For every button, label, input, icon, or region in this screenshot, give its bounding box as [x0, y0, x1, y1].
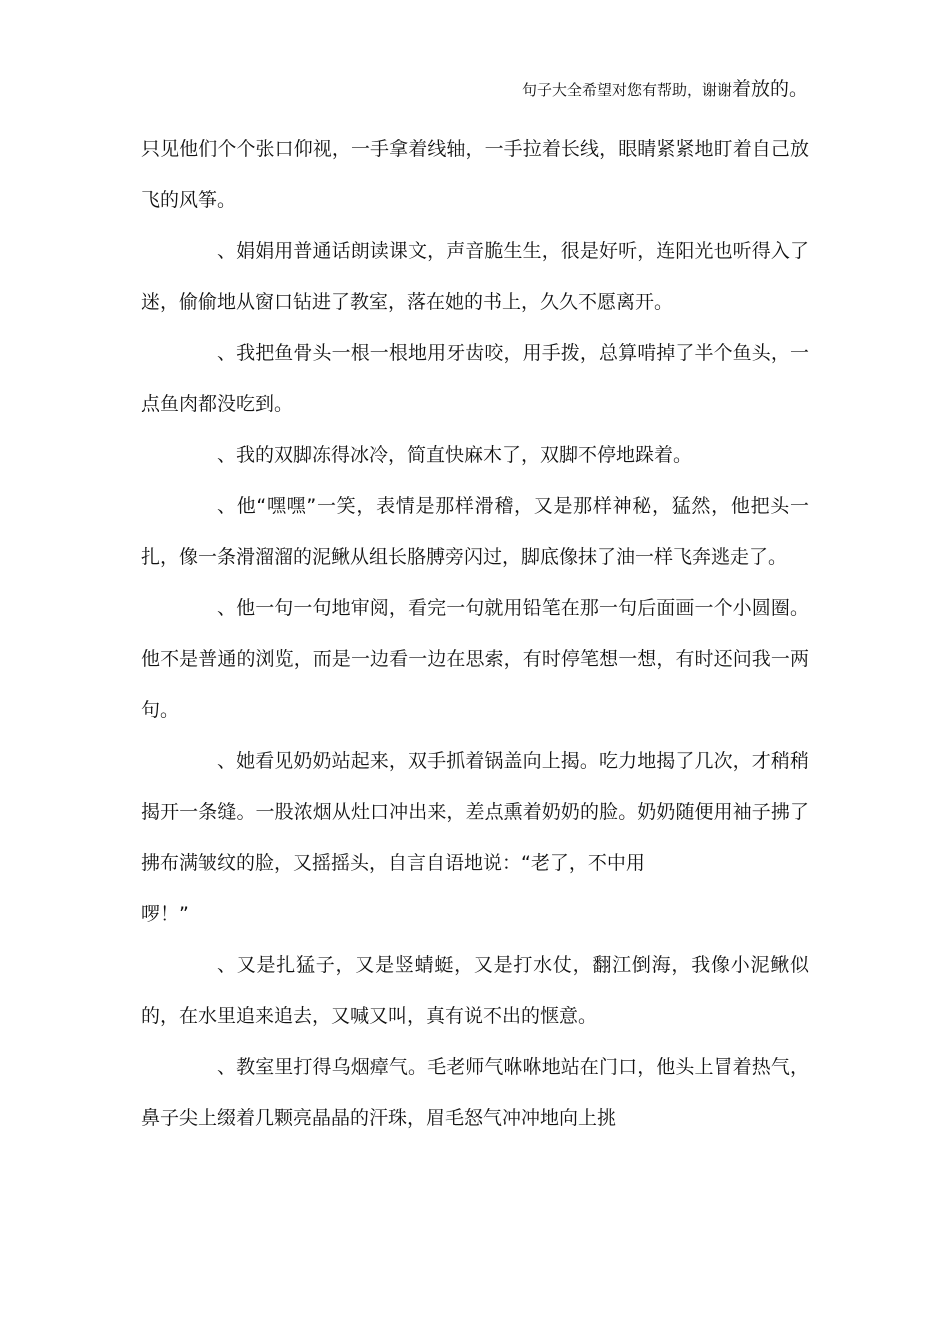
paragraph-9: 、教室里打得乌烟瘴气。毛老师气咻咻地站在门口，他头上冒着热气，鼻子尖上缀着几颗亮晶晶的汗珠，眉毛怒气冲冲地向上挑: [141, 1056, 809, 1129]
paragraph-8: 、又是扎猛子，又是竖蜻蜓，又是打水仗，翻江倒海，我像小泥鳅似的，在水里追来追去，又喊又叫，真有说不出的惬意。: [141, 954, 809, 1027]
document-body: [141, 124, 809, 1144]
page-header: [522, 78, 808, 101]
header-text-large: 着放的。: [731, 78, 808, 100]
paragraph-6: 、他一句一句地审阅，看完一句就用铅笔在那一句后面画一个小圆圈。他不是普通的浏览，而是一边看一边在思索，有时停笔想一想，有时还问我一两句。: [141, 597, 809, 721]
paragraph-7: 、她看见奶奶站起来，双手抓着锅盖向上揭。吃力地揭了几次，才稍稍揭开一条缝。一股浓烟从灶口冲出来，差点熏着奶奶的脸。奶奶随便用袖子拂了拂布满皱纹的脸，又摇摇头，自言自语地说：“老了，不中用: [141, 750, 809, 874]
paragraph-1: 只见他们个个张口仰视，一手拿着线轴，一手拉着长线，眼睛紧紧地盯着自己放飞的风筝。: [141, 138, 809, 211]
paragraph-7-tail: 啰！”: [141, 903, 189, 925]
paragraph-2: 、娟娟用普通话朗读课文，声音脆生生，很是好听，连阳光也听得入了迷，偷偷地从窗口钻进了教室，落在她的书上，久久不愿离开。: [141, 240, 809, 313]
paragraph-5: 、他“嘿嘿”一笑，表情是那样滑稽，又是那样神秘，猛然，他把头一扎，像一条滑溜溜的泥鳅从组长胳膊旁闪过，脚底像抹了油一样飞奔逃走了。: [141, 495, 809, 568]
header-text: 句子大全希望对您有帮助，谢谢: [521, 81, 732, 99]
paragraph-4: 、我的双脚冻得冰冷，简直快麻木了，双脚不停地跺着。: [217, 444, 693, 466]
paragraph-3: 、我把鱼骨头一根一根地用牙齿咬，用手拨，总算啃掉了半个鱼头，一点鱼肉都没吃到。: [141, 342, 809, 415]
